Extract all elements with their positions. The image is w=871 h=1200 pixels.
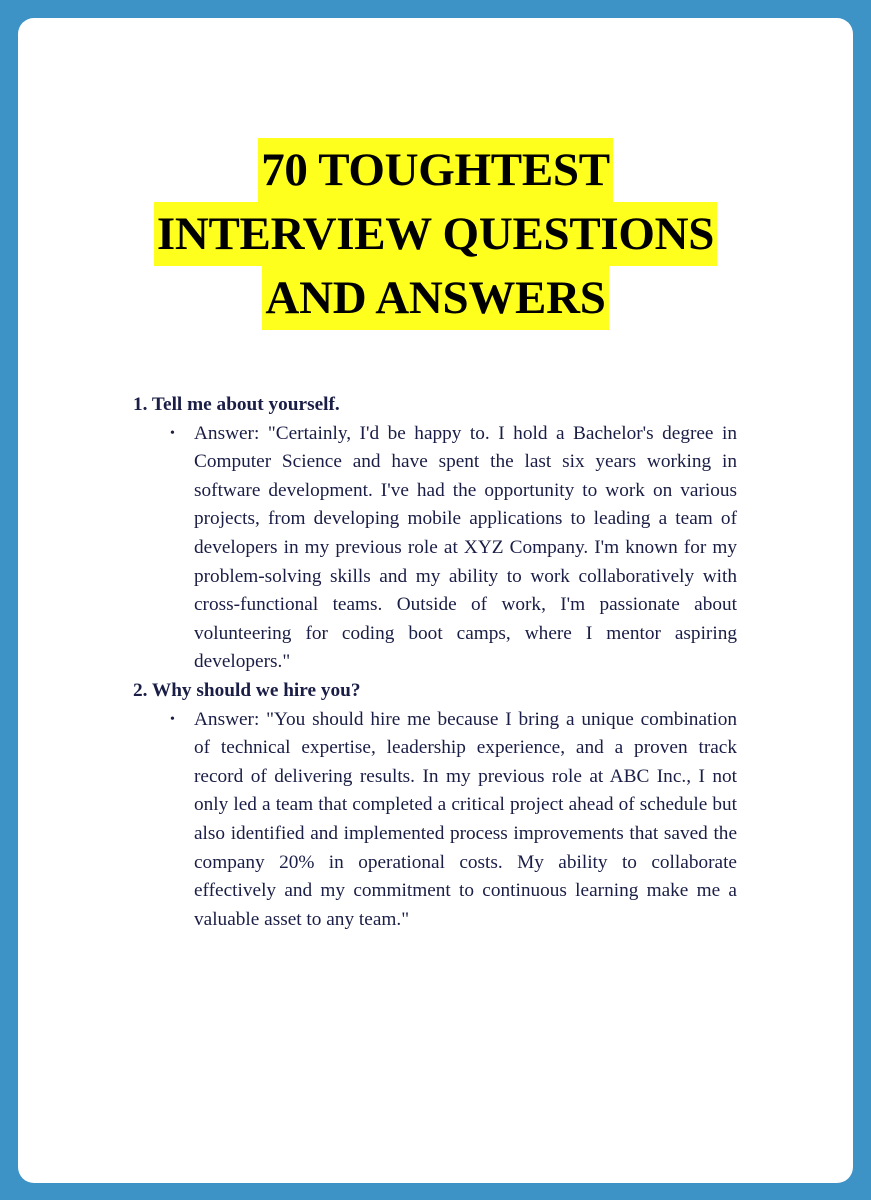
document-page xyxy=(18,18,853,1183)
question-1: 1. Tell me about yourself. xyxy=(133,394,340,415)
answer-1 xyxy=(170,420,737,677)
document-title xyxy=(18,138,853,330)
qa-list xyxy=(133,391,737,934)
bullet-icon: • xyxy=(170,425,175,441)
bullet-icon: • xyxy=(170,711,175,727)
answer-2 xyxy=(170,706,738,935)
question-2: 2. Why should we hire you? xyxy=(133,679,361,701)
title-line-3: AND ANSWERS xyxy=(262,266,608,330)
title-line-1: 70 TOUGHTEST xyxy=(258,138,613,202)
answer-text-2: "You should hire me because I bring a unique combination of technical expertise, leadership experience, and a proven track record of delivering results. In my previous role at ABC Inc., I not only led a team that completed a critical project ahead of schedule but also identified and implemented process improvements that saved the company 20% in operational costs. My ability to collaborate effectively and my commitment to continuous learning make me a valuable asset to any team." xyxy=(194,708,738,930)
answer-label-1: Answer: xyxy=(194,422,260,444)
title-line-2: INTERVIEW QUESTIONS xyxy=(154,202,717,266)
qa-item-1 xyxy=(133,391,737,677)
answer-label-2: Answer: xyxy=(194,708,260,730)
answer-text-1: "Certainly, I'd be happy to. I hold a Bachelor's degree in Computer Science and have spent the last six years working in software development. I've had the opportunity to work on various projects, from developing mobile applications to leading a team of developers in my previous role at XYZ Company. I'm known for my problem-solving skills and my ability to work collaboratively with cross-functional teams. Outside of work, I'm passionate about volunteering for coding boot camps, where I mentor aspiring developers." xyxy=(194,422,737,673)
qa-item-2 xyxy=(133,677,737,934)
